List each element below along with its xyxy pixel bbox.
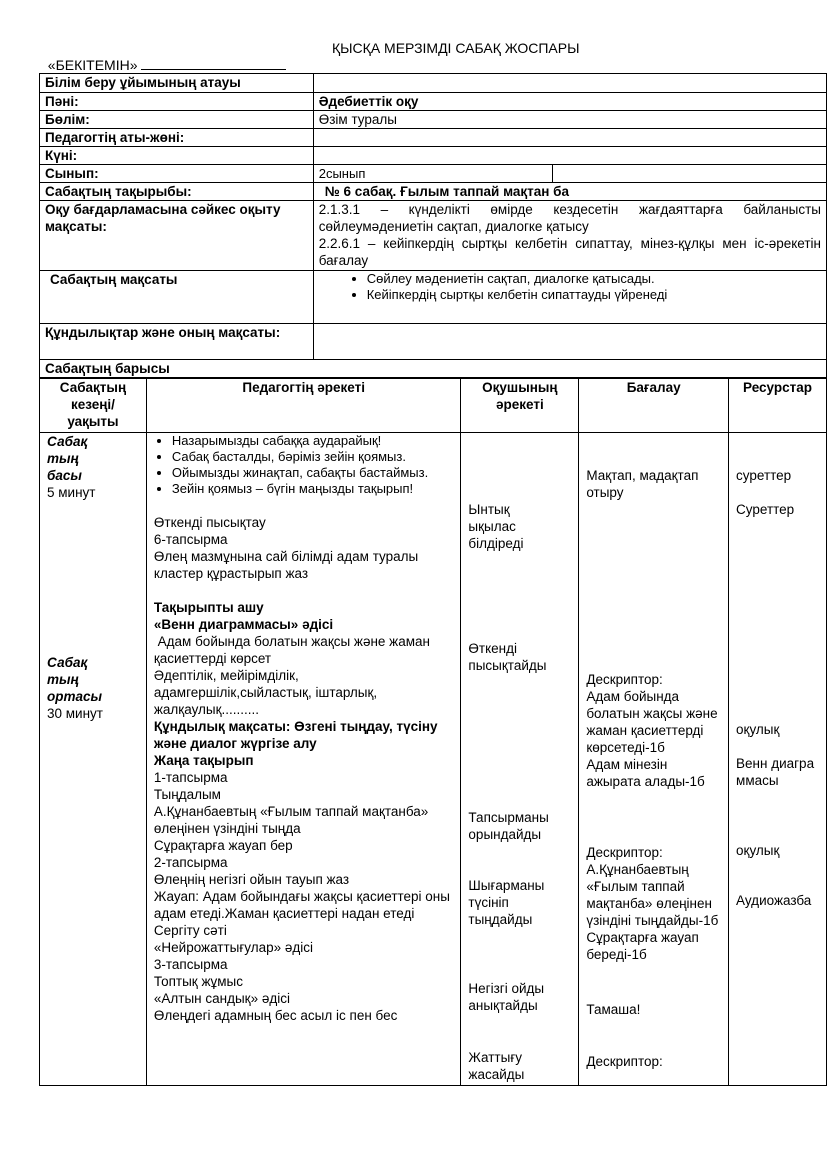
student-activity-cell [461,433,579,1086]
stage-middle-time: 30 минут [47,706,103,721]
teacher-line: Тыңдалым [153,787,221,802]
lesson-plan-table [39,378,827,1086]
teacher-activity-cell [146,433,461,1086]
student-item: Ынтық ықылас білдіреді [468,502,524,551]
col-header-resources: Ресурстар [729,379,827,433]
date-value [313,147,826,165]
teacher-line: 2-тапсырма [153,855,228,870]
teacher-label: Педагогтің аты-жөні: [40,129,314,147]
teacher-line: Өлең мазмұнына сай білімді адам туралы кластер құрастырып жаз [153,549,419,581]
teacher-line: 1-тапсырма [153,770,228,785]
class-label: Сынып: [40,165,314,183]
teacher-line: Өлеңнің негізгі ойын тауып жаз [153,872,350,887]
resource-item: Аудиожазба [736,893,812,908]
teacher-line: Өткенді пысықтау [153,515,266,530]
teacher-bullet: • Сабақ басталды, бәріміз зейін қоямыз. [172,449,454,465]
student-item: Өткенді пысықтайды [468,641,547,673]
section-label: Бөлім: [40,111,314,129]
resource-item: суреттер [736,468,792,483]
assessment-cell [579,433,729,1086]
teacher-line: «Нейрожаттығулар» әдісі [153,940,314,955]
teacher-line: Топтық жұмыс [153,974,243,989]
signature-line [141,56,286,70]
objectives-label: Оқу бағдарламасына сәйкес оқыту мақсаты: [40,201,314,271]
class-extra [553,165,827,183]
teacher-line: «Алтын сандық» әдісі [153,991,290,1006]
teacher-line: Сұрақтарға жауап бер [153,838,293,853]
lesson-goal-item: • Сөйлеу мәдениетін сақтап, диалогке қатысады. [367,271,821,287]
descriptor-line: А.Құнанбаевтың «Ғылым таппай мақтанба» өлеңінен үзіндіні тыңдайды-1б [586,862,719,928]
stage-start: Сабақ тың басы [47,434,88,483]
objective-1: 2.1.3.1 – күнделікті өмірде кездесетін жағдаяттарға байланысты сөйлеумәдениетін сақтап, диалогке қатысу [318,202,821,234]
assessment-item: Мақтап, мадақтап отыру [586,468,699,500]
student-item: Шығарманы түсініп тыңдайды [468,878,545,927]
lesson-info-table [39,73,827,378]
descriptor-title: Дескриптор: [586,1054,663,1069]
teacher-line: Тақырыпты ашу [153,600,264,615]
progress-label: Сабақтың барысы [40,360,827,378]
resource-item: оқулық [736,722,780,737]
resource-item: Суреттер [736,502,795,517]
col-header-student: Оқушының әрекеті [461,379,579,433]
subject-label: Пәні: [40,93,314,111]
teacher-bullet: • Назарымызды сабаққа аударайық! [172,433,454,449]
col-header-teacher: Педагогтің әрекеті [146,379,461,433]
class-value: 2сынып [313,165,553,183]
teacher-bullet: • Ойымызды жинақтап, сабақты бастаймыз. [172,465,454,481]
org-label: Білім беру ұйымының атауы [40,74,314,93]
lesson-goal-item: • Кейіпкердің сыртқы келбетін сипаттауды үйренеді [367,287,821,303]
col-header-assessment: Бағалау [579,379,729,433]
teacher-line: Жаңа тақырып [153,753,254,768]
student-item: Негізгі ойды анықтайды [468,981,545,1013]
objective-2: 2.2.6.1 – кейіпкердің сыртқы келбетін сипаттау, мінез-құлқы мен іс-әрекетін бағалау [318,236,821,268]
descriptor-line: Адам мінезін ажырата алады-1б [586,757,705,789]
stage-middle: Сабақ тың ортасы [47,655,103,704]
teacher-line: А.Құнанбаевтың «Ғылым таппай мақтанба» өлеңінен үзіндіні тыңда [153,804,429,836]
teacher-line: Құндылық мақсаты: Өзгені тыңдау, түсіну және диалог жүргізе алу [153,719,438,751]
lesson-goal-label: Сабақтың мақсаты [40,271,314,324]
teacher-value [313,129,826,147]
section-value: Өзім туралы [313,111,826,129]
teacher-line: Жауап: Адам бойындағы жақсы қасиеттері оны адам етеді.Жаман қасиеттері надан етеді [153,889,450,921]
student-item: Тапсырманы орындайды [468,810,549,842]
teacher-line: Өлеңдегі адамның бес асыл іс пен бес [153,1008,398,1023]
topic-label: Сабақтың тақырыбы: [40,183,314,201]
assessment-item: Тамаша! [586,1002,641,1017]
teacher-line: 3-тапсырма [153,957,228,972]
teacher-line: Әдептілік, мейірімділік, адамгершілік,сыйластық, іштарлық, жалқаулық.......... [153,668,378,717]
teacher-bullet: • Зейін қоямыз – бүгін маңызды тақырып! [172,481,454,497]
stage-start-time: 5 минут [47,485,96,500]
document-title: ҚЫСҚА МЕРЗІМДІ САБАҚ ЖОСПАРЫ [332,40,580,56]
col-header-stage: Сабақтың кезеңі/ уақыты [40,379,147,433]
resources-cell [729,433,827,1086]
approve-label: «БЕКІТЕМІН» [47,57,138,73]
descriptor-title: Дескриптор: [586,845,663,860]
descriptor-line: Адам бойында болатын жақсы және жаман қасиеттерді көрсетеді-1б [586,689,718,755]
date-label: Күні: [40,147,314,165]
org-value [313,74,826,93]
lesson-goal-value [313,271,826,324]
teacher-line: Адам бойында болатын жақсы және жаман қасиеттерді көрсет [153,634,434,666]
teacher-line: 6-тапсырма [153,532,228,547]
teacher-line: «Венн диаграммасы» әдісі [153,617,334,632]
values-label: Құндылықтар және оның мақсаты: [40,324,314,360]
resource-item: Венн диаграммасы [736,756,815,788]
resource-item: оқулық [736,843,780,858]
descriptor-title: Дескриптор: [586,672,663,687]
student-item: Жаттығу жасайды [468,1050,525,1082]
stage-cell [40,433,147,1086]
objectives-value [313,201,826,271]
descriptor-line: Сұрақтарға жауап береді-1б [586,930,699,962]
topic-value: № 6 сабақ. Ғылым таппай мақтан ба [313,183,826,201]
subject-value: Әдебиеттік оқу [313,93,826,111]
teacher-line: Сергіту сәті [153,923,227,938]
values-value [313,324,826,360]
